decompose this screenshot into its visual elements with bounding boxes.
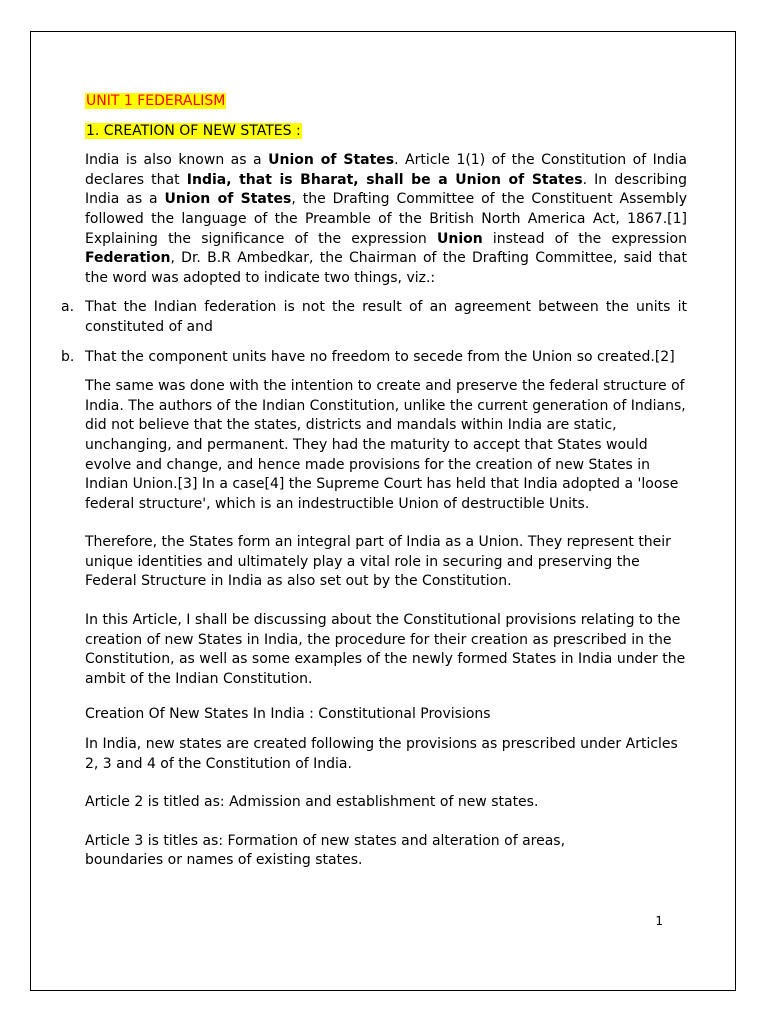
bold-term: Federation: [85, 250, 171, 267]
list-marker: a.: [61, 299, 75, 316]
intro-text-run: India is also known as a: [85, 152, 269, 169]
bold-term: India, that is Bharat, shall be a Union of States: [186, 171, 583, 188]
section-heading-text: 1. CREATION OF NEW STATES :: [86, 122, 301, 139]
intro-text-run: instead of the expression: [482, 230, 687, 247]
intro-text-run: , the Drafting Committee of the Constituent Assembly followed the language of the Preamble of the British North America Act, 1867.[1] Explaining the significance of the expression: [85, 191, 687, 247]
bold-term: Union of States: [164, 191, 292, 208]
bold-term: Union of States: [268, 152, 395, 169]
body-paragraph: In India, new states are created following the provisions as prescribed under Articles 2, 3 and 4 of the Constitution of India.: [85, 736, 678, 772]
list-item: [61, 348, 687, 368]
body-paragraph: Therefore, the States form an integral part of India as a Union. They represent their unique identities and ultimately play a vital role in securing and preserving the Federal Structure in India as also set out by the Constitution.: [85, 534, 671, 590]
intro-text-run: , Dr. B.R Ambedkar, the Chairman of the Drafting Committee, said that the word was adopted to indicate two things, viz.:: [85, 250, 687, 286]
body-paragraph: The same was done with the intention to create and preserve the federal structure of India. The authors of the Indian Constitution, unlike the current generation of Indians, did not believe that the states, districts and mandals within India are static, unchanging, and permanent. They had the maturity to accept that States would evolve and change, and hence made provisions for the creation of new States in Indian Union.[3] In a case[4] the Supreme Court has held that India adopted a 'loose federal structure', which is an indestructible Union of destructible Units.: [85, 378, 686, 512]
section-heading: [85, 122, 687, 142]
subheading: Creation Of New States In India : Constitutional Provisions: [85, 706, 491, 723]
unit-heading-text: UNIT 1 FEDERALISM: [86, 93, 226, 109]
document-page: [30, 31, 736, 991]
body-paragraph: Article 2 is titled as: Admission and establishment of new states.: [85, 794, 539, 811]
list-item: [61, 298, 687, 337]
unit-heading: [85, 92, 687, 112]
list-item-text: That the Indian federation is not the result of an agreement between the units it constituted of and: [85, 299, 687, 335]
intro-paragraph: [85, 151, 687, 288]
page-number: 1: [655, 914, 663, 928]
list-marker: b.: [61, 348, 75, 365]
bold-term: Union: [436, 230, 483, 247]
intro-text-run: . In describing India as a: [85, 171, 687, 208]
page-content: [61, 92, 687, 871]
list-item-text: That the component units have no freedom to secede from the Union so created.[2]: [85, 348, 675, 365]
body-paragraph: In this Article, I shall be discussing about the Constitutional provisions relating to the creation of new States in India, the procedure for their creation as prescribed in the Constitution, as well as some examples of the newly formed States in India under the ambit of the Indian Constitution.: [85, 612, 686, 687]
body-paragraph: Article 3 is titles as: Formation of new states and alteration of areas, boundaries or names of existing states.: [85, 832, 566, 869]
intro-text-run: . Article 1(1) of the Constitution of India declares that: [85, 152, 687, 188]
